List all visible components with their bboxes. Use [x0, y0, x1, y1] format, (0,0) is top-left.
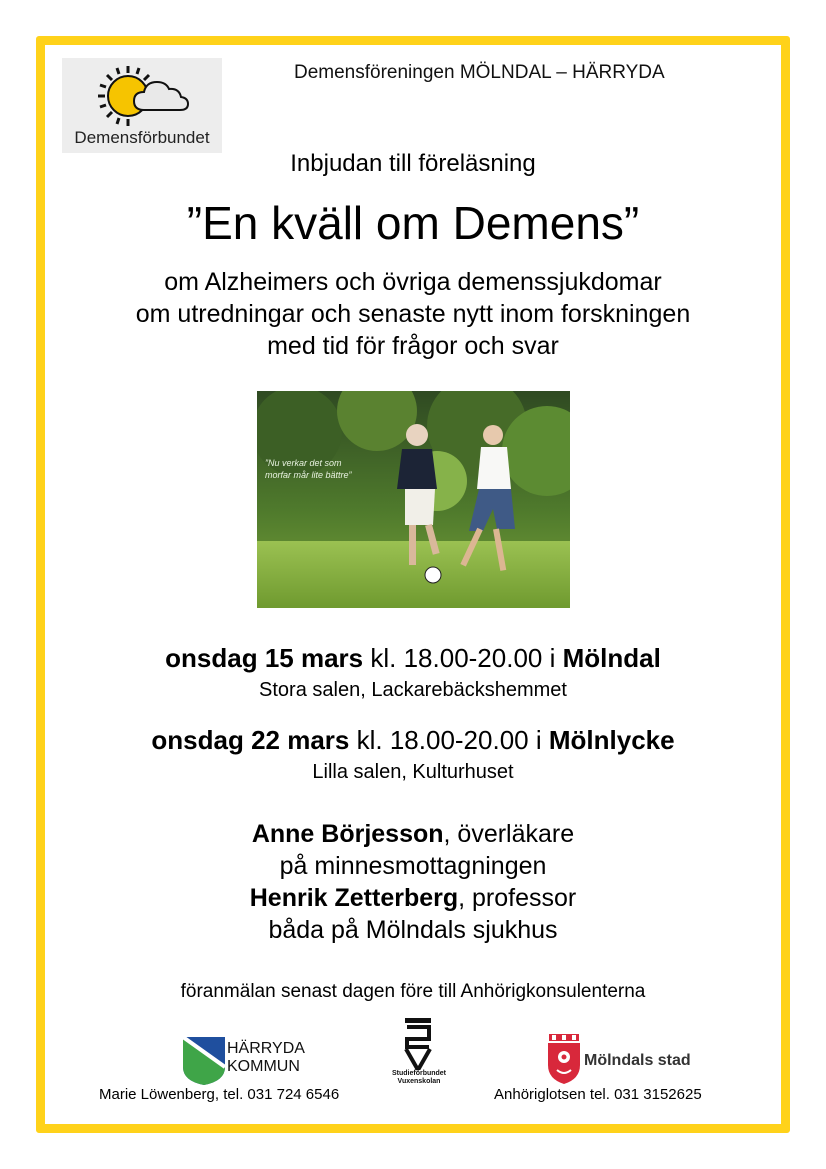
photo-quote: ”Nu verkar det som morfar mår lite bättre” [265, 458, 352, 480]
speakers-workplace: båda på Mölndals sjukhus [268, 916, 558, 944]
demensforbundet-logo [62, 58, 222, 153]
molndal-crest-icon [547, 1034, 581, 1084]
signup-note: föranmälan senast dagen före till Anhörigkonsulenterna [180, 981, 646, 1002]
speaker-2-name: Henrik Zetterberg [249, 884, 459, 912]
sun-cloud-icon [62, 58, 222, 128]
event-1-city: Mölndal [562, 643, 661, 673]
event-1-time: kl. 18.00-20.00 i [363, 643, 563, 673]
logo-name: Demensförbundet [74, 128, 210, 147]
organization-name: Demensföreningen MÖLNDAL – HÄRRYDA [294, 62, 665, 83]
event-title: ”En kväll om Demens” [186, 197, 640, 249]
harryda-shield-icon [183, 1037, 225, 1085]
subtitle-line-2: om utredningar och senaste nytt inom forskningen [135, 300, 691, 328]
vuxenskolan-logo-text: Studieförbundet Vuxenskolan [391, 1070, 447, 1085]
speaker-2-role: , professor [458, 884, 577, 912]
speaker-2 [0, 882, 826, 914]
event-2-line [0, 725, 826, 756]
subtitle-line-1: om Alzheimers och övriga demenssjukdomar [164, 268, 662, 296]
vuxenskolan-logo-icon [403, 1018, 433, 1070]
speaker-1-name: Anne Börjesson [251, 820, 444, 848]
event-photo [257, 391, 570, 608]
harryda-logo-text: HÄRRYDA KOMMUN [227, 1040, 305, 1075]
event-1-place: Stora salen, Lackarebäckshemmet [259, 679, 567, 701]
speaker-1-detail: på minnesmottagningen [279, 852, 547, 880]
speaker-1 [0, 818, 826, 850]
event-1-line [0, 643, 826, 674]
subtitle-line-3: med tid för frågor och svar [267, 332, 559, 360]
molndal-logo-text: Mölndals stad [584, 1052, 691, 1069]
event-2-city: Mölnlycke [548, 725, 675, 755]
invite-heading: Inbjudan till föreläsning [290, 150, 536, 177]
contact-right: Anhöriglotsen tel. 031 3152625 [494, 1086, 702, 1103]
speaker-1-role: , överläkare [443, 820, 575, 848]
event-2-day: onsdag 22 mars [151, 725, 350, 755]
event-2-time: kl. 18.00-20.00 i [349, 725, 549, 755]
contact-left: Marie Löwenberg, tel. 031 724 6546 [99, 1086, 340, 1103]
event-1-day: onsdag 15 mars [165, 643, 364, 673]
event-2-place: Lilla salen, Kulturhuset [312, 761, 514, 783]
